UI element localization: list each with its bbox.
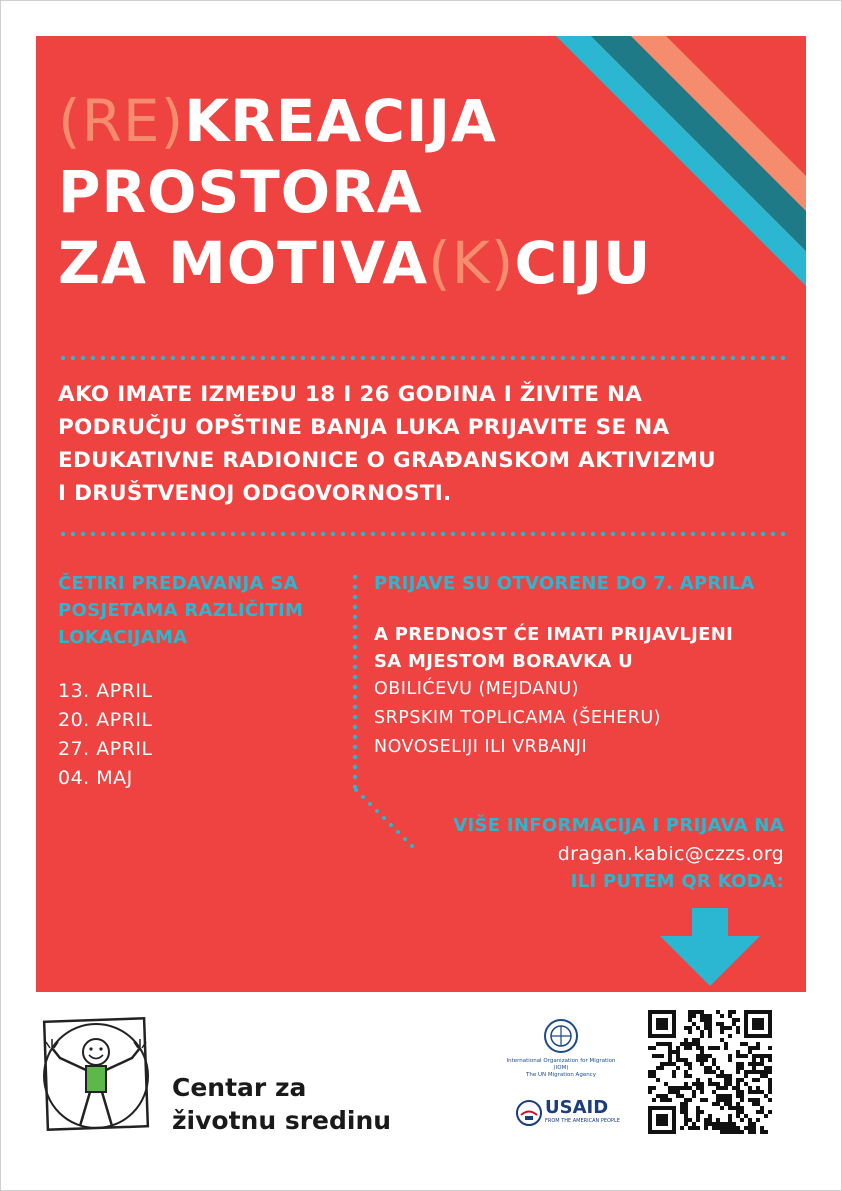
lectures-heading xyxy=(58,570,358,651)
dotted-divider-top xyxy=(58,355,788,361)
usaid-tagline: FROM THE AMERICAN PEOPLE xyxy=(545,1118,620,1124)
title-k: (K) xyxy=(428,229,515,297)
priority-line: SA MJESTOM BORAVKA U xyxy=(374,651,634,672)
title-kreacija: KREACIJA xyxy=(184,87,497,155)
poster-panel xyxy=(36,36,806,992)
intro-text xyxy=(58,378,798,510)
lectures-heading-line: POSJETAMA RAZLIČITIM xyxy=(58,600,304,621)
intro-line: PODRUČJU OPŠTINE BANJA LUKA PRIJAVITE SE NA xyxy=(58,415,670,440)
iom-logo xyxy=(505,1018,617,1078)
place-item: NOVOSELIJI ILI VRBANJI xyxy=(374,737,588,757)
intro-line: EDUKATIVNE RADIONICE O GRAĐANSKOM AKTIVIZMU xyxy=(58,448,716,473)
dotted-divider-diagonal xyxy=(354,788,416,850)
iom-name: International Organization for Migration (IOM) xyxy=(506,1058,616,1071)
poster-title xyxy=(58,86,651,299)
title-line-3 xyxy=(58,228,651,299)
title-ciju: CIJU xyxy=(514,229,652,297)
vitruvian-child-logo-icon xyxy=(30,1014,160,1139)
dates-list xyxy=(58,677,358,793)
dotted-divider-middle xyxy=(58,531,788,537)
dotted-divider-vertical xyxy=(352,572,358,790)
date-item: 13. APRIL xyxy=(58,680,153,702)
down-arrow-icon xyxy=(660,908,760,986)
places-list xyxy=(374,675,794,762)
priority-text xyxy=(374,621,794,675)
priority-line: A PREDNOST ĆE IMATI PRIJAVLJENI xyxy=(374,624,734,645)
place-item: OBILIĆEVU (MEJDANU) xyxy=(374,679,579,699)
lectures-column xyxy=(58,570,358,793)
date-item: 27. APRIL xyxy=(58,738,153,760)
title-line-1 xyxy=(58,86,651,157)
org-name-line: životnu sredinu xyxy=(172,1106,392,1135)
lectures-heading-line: ČETIRI PREDAVANJA SA xyxy=(58,573,298,594)
contact-email-link[interactable]: dragan.kabic@czzs.org xyxy=(557,843,784,865)
usaid-logo-icon xyxy=(516,1100,542,1126)
title-line-2: PROSTORA xyxy=(58,158,423,226)
intro-line: I DRUŠTVENOJ ODGOVORNOSTI. xyxy=(58,481,452,506)
intro-line: AKO IMATE IZMEĐU 18 I 26 GODINA I ŽIVITE NA xyxy=(58,382,643,407)
qr-prompt-text: ILI PUTEM QR KODA: xyxy=(570,871,784,892)
more-info-text: VIŠE INFORMACIJA I PRIJAVA NA xyxy=(453,815,784,836)
qr-code-icon[interactable] xyxy=(648,1010,772,1134)
usaid-logo xyxy=(516,1097,620,1128)
place-item: SRPSKIM TOPLICAMA (ŠEHERU) xyxy=(374,708,661,728)
iom-logo-icon xyxy=(543,1018,579,1054)
title-re: (RE) xyxy=(58,87,185,155)
contact-info xyxy=(453,812,784,896)
organization-name xyxy=(172,1071,391,1137)
usaid-wordmark: USAID xyxy=(545,1097,609,1118)
date-item: 20. APRIL xyxy=(58,709,153,731)
org-name-line: Centar za xyxy=(172,1073,307,1102)
date-item: 04. MAJ xyxy=(58,767,133,789)
iom-tagline: The UN Migration Agency xyxy=(526,1072,596,1078)
application-column xyxy=(374,570,794,762)
title-za-motiva: ZA MOTIVA xyxy=(58,229,429,297)
deadline-text: PRIJAVE SU OTVORENE DO 7. APRILA xyxy=(374,573,755,594)
lectures-heading-line: LOKACIJAMA xyxy=(58,627,188,648)
